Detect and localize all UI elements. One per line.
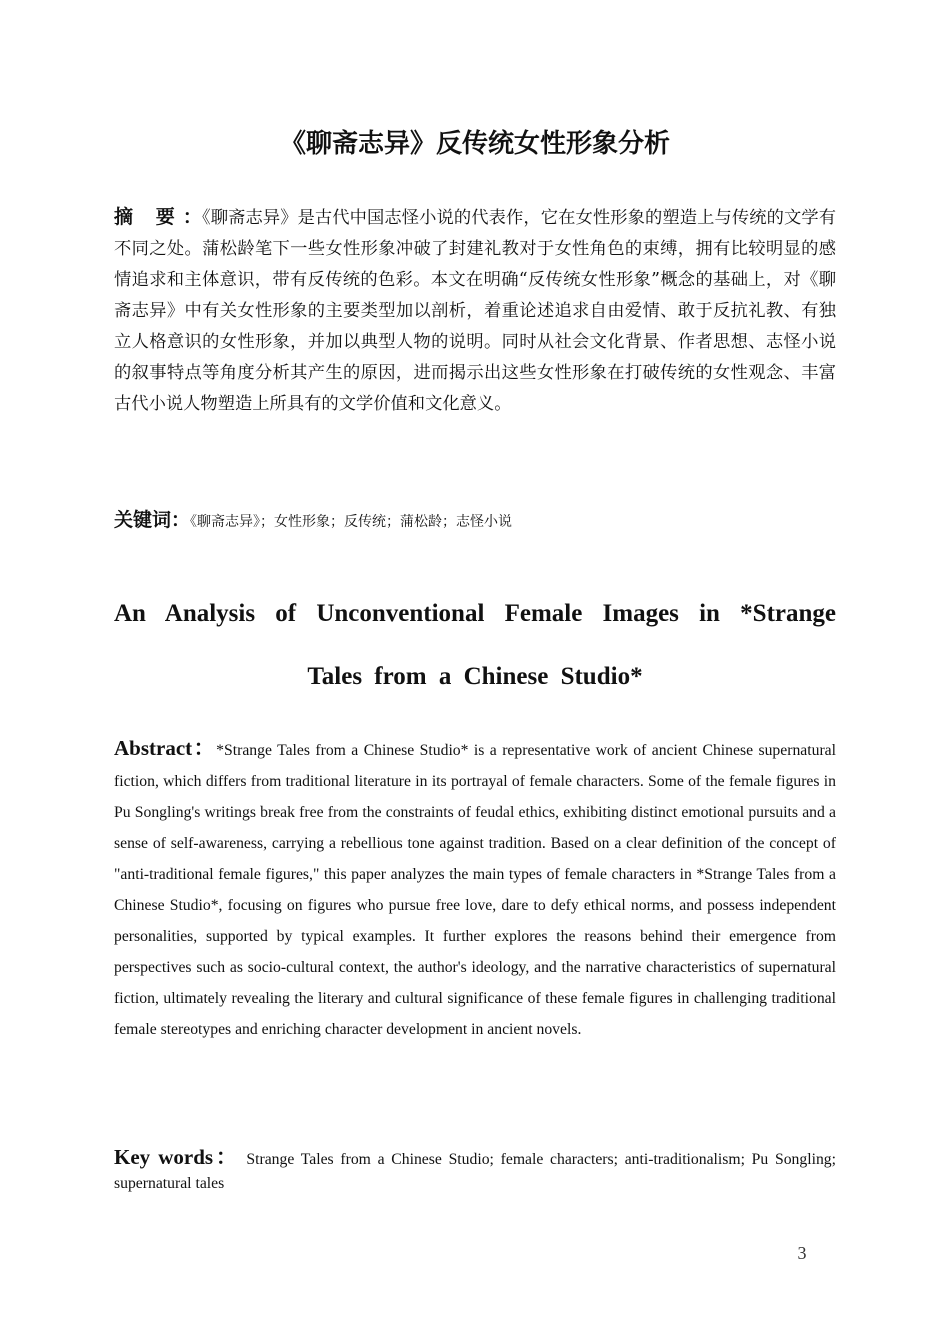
chinese-abstract-label [114, 206, 202, 228]
english-abstract-text: *Strange Tales from a Chinese Studio* is a representative work of ancient Chinese supernatural fiction, which differs from traditional literature in its portrayal of female characters. Some of the female figures in Pu Songling's writings break free from the constraints of feudal ethics, exhibiting distinct emotional pursuits and a sense of self-awareness, carrying a rebellious tone against tradition. Based on a clear definition of the concept of "anti-traditional female figures," this paper analyzes the main types of female characters in *Strange Tales from a Chinese Studio*, focusing on figures who pursue free love, dare to defy ethical norms, and possess independent personalities, supported by typical examples. It further explores the reasons behind their emergence from perspectives such as socio-cultural context, the author's ideology, and the narrative characteristics of supernatural fiction, ultimately revealing the literary and cultural significance of these female figures in challenging traditional female stereotypes and enriching character development in ancient novels. [114, 742, 836, 1038]
english-keywords-label: Key words： [114, 1145, 240, 1169]
english-title-line-2: Tales from a Chinese Studio* [307, 663, 643, 690]
english-title-line-1: An Analysis of Unconventional Female Images in *Strange [114, 600, 836, 627]
english-keywords [114, 1145, 836, 1196]
chinese-keywords-text: 《聊斋志异》；女性形象；反传统；蒲松龄；志怪小说 [190, 514, 513, 530]
chinese-abstract-text: 《聊斋志异》是古代中国志怪小说的代表作，它在女性形象的塑造上与传统的文学有不同之处。蒲松龄笔下一些女性形象冲破了封建礼教对于女性角色的束缚，拥有比较明显的感情追求和主体意识，带有反传统的色彩。本文在明确“反传统女性形象”概念的基础上，对《聊斋志异》中有关女性形象的主要类型加以剖析，着重论述追求自由爱情、敢于反抗礼教、有独立人格意识的女性形象，并加以典型人物的说明。同时从社会文化背景、作者思想、志怪小说的叙事特点等角度分析其产生的原因，进而揭示出这些女性形象在打破传统的女性观念、丰富古代小说人物塑造上所具有的文学价值和文化意义。 [114, 208, 836, 414]
english-title [114, 582, 836, 708]
page-number: 3 [797, 1243, 807, 1263]
chinese-abstract-label-text: 摘 要 [114, 206, 183, 228]
english-keywords-text: Strange Tales from a Chinese Studio; female characters; anti-traditionalism; Pu Songling; supernatural tales [114, 1151, 836, 1192]
english-abstract [114, 733, 836, 1045]
chinese-keywords-label: 关键词： [114, 509, 191, 531]
chinese-keywords [114, 505, 836, 537]
english-abstract-label: Abstract： [114, 736, 217, 760]
chinese-abstract-label-colon: ： [182, 206, 202, 228]
chinese-abstract [114, 202, 836, 420]
chinese-title: 《聊斋志异》反传统女性形象分析 [279, 129, 670, 159]
